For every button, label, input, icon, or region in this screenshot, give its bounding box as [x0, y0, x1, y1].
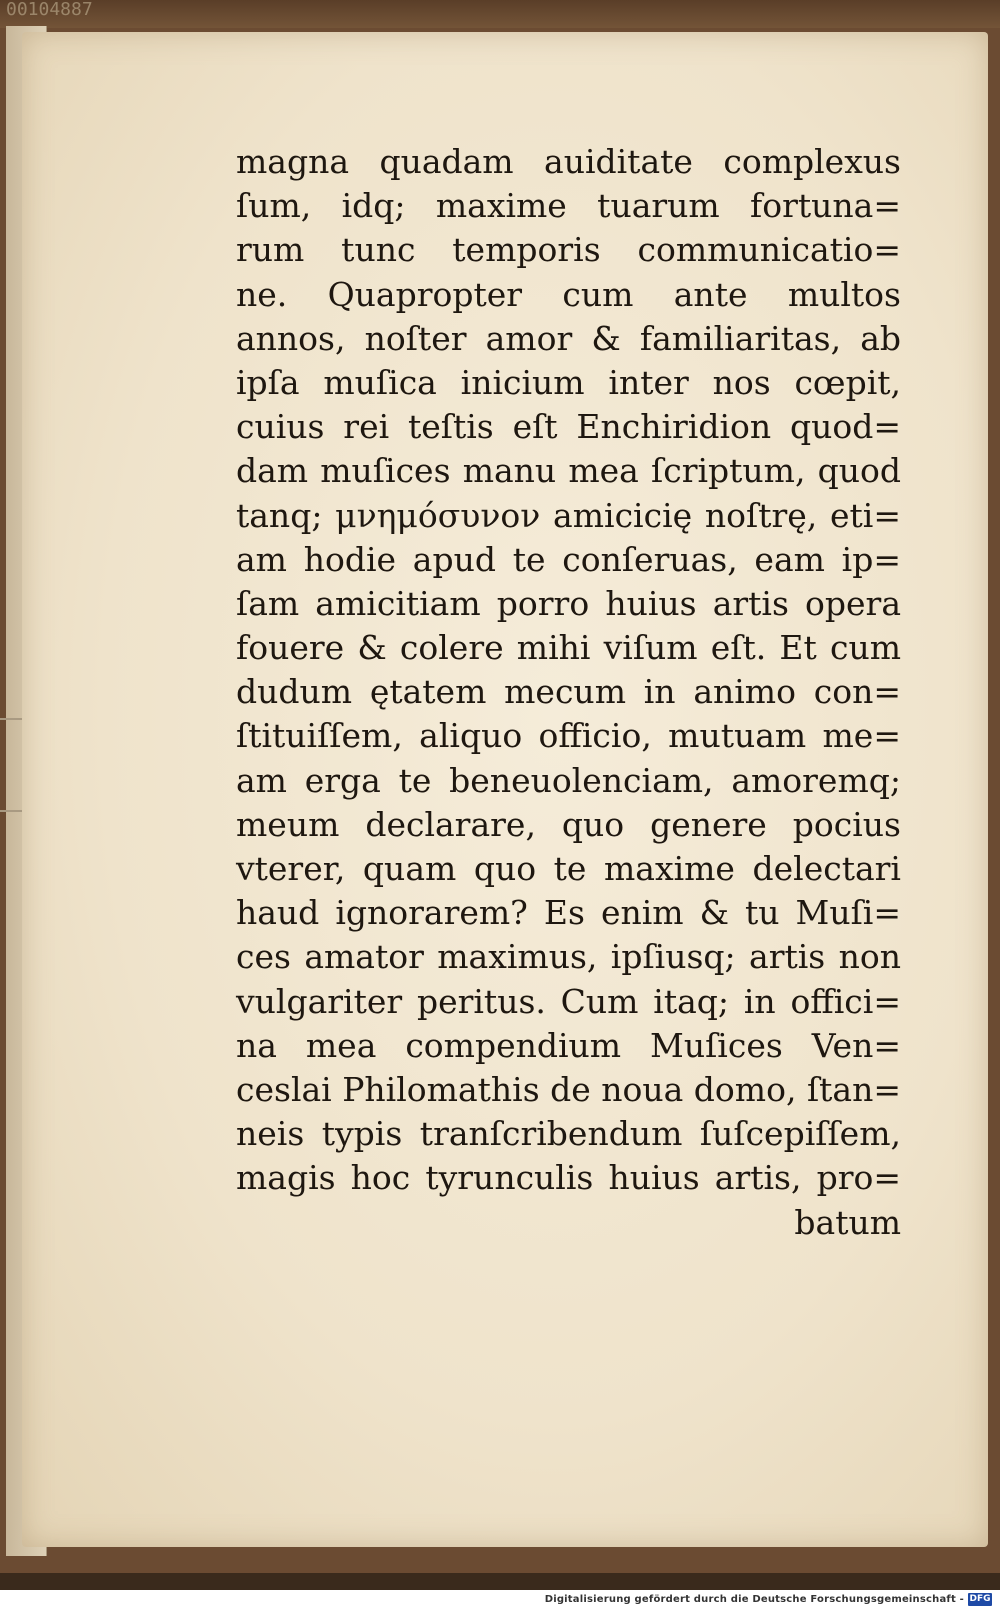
text-line: ſam amicitiam porro huius artis opera	[236, 583, 901, 623]
text-line: ſum, idq; maxime tuarum fortuna=	[236, 186, 901, 226]
text-line: ceslai Philomathis de noua domo, ſtan=	[236, 1069, 901, 1109]
text-line: haud ignorarem? Es enim & tu Muſi=	[236, 893, 901, 933]
text-line: ces amator maximus, ipſiusq; artis non	[236, 937, 901, 977]
text-line: ne. Quapropter cum ante multos	[236, 274, 901, 314]
text-line: vulgariter peritus. Cum itaq; in offici=	[236, 981, 901, 1021]
text-block	[236, 140, 901, 1245]
shelfmark: 00104887	[6, 0, 93, 20]
funding-credit: Digitalisierung gefördert durch die Deutsche Forschungsgemeinschaft -	[544, 1594, 964, 1605]
text-line: na mea compendium Muſices Ven=	[236, 1025, 901, 1065]
text-line: tanq; μνημόσυνον amicicię noſtrę, eti=	[236, 495, 901, 535]
text-line: magna quadam auiditate complexus	[236, 142, 901, 181]
text-line: ſtituiſſem, aliquo officio, mutuam me=	[236, 716, 901, 756]
text-line: ipſa muſica inicium inter nos cœpit,	[236, 362, 901, 402]
text-line: fouere & colere mihi viſum eſt. Et cum	[236, 628, 901, 668]
dfg-logo-icon: DFG	[969, 1594, 991, 1604]
text-line: cuius rei teſtis eſt Enchiridion quod=	[236, 407, 901, 447]
text-line: magis hoc tyrunculis huius artis, pro=	[236, 1158, 901, 1198]
catchword: batum	[794, 1202, 901, 1242]
text-line: am erga te beneuolenciam, amoremq;	[236, 760, 901, 800]
text-line: meum declarare, quo genere pocius	[236, 804, 901, 844]
text-line: dudum ętatem mecum in animo con=	[236, 672, 901, 712]
text-line: neis typis tranſcribendum ſuſcepiſſem,	[236, 1114, 901, 1154]
text-line: dam muſices manu mea ſcriptum, quod	[236, 451, 901, 491]
text-line: annos, noſter amor & familiaritas, ab	[236, 318, 901, 358]
text-line: am hodie apud te conſeruas, eam ip=	[236, 539, 901, 579]
text-line: rum tunc temporis communicatio=	[236, 230, 901, 270]
text-line: vterer, quam quo te maxime delectari	[236, 849, 901, 888]
